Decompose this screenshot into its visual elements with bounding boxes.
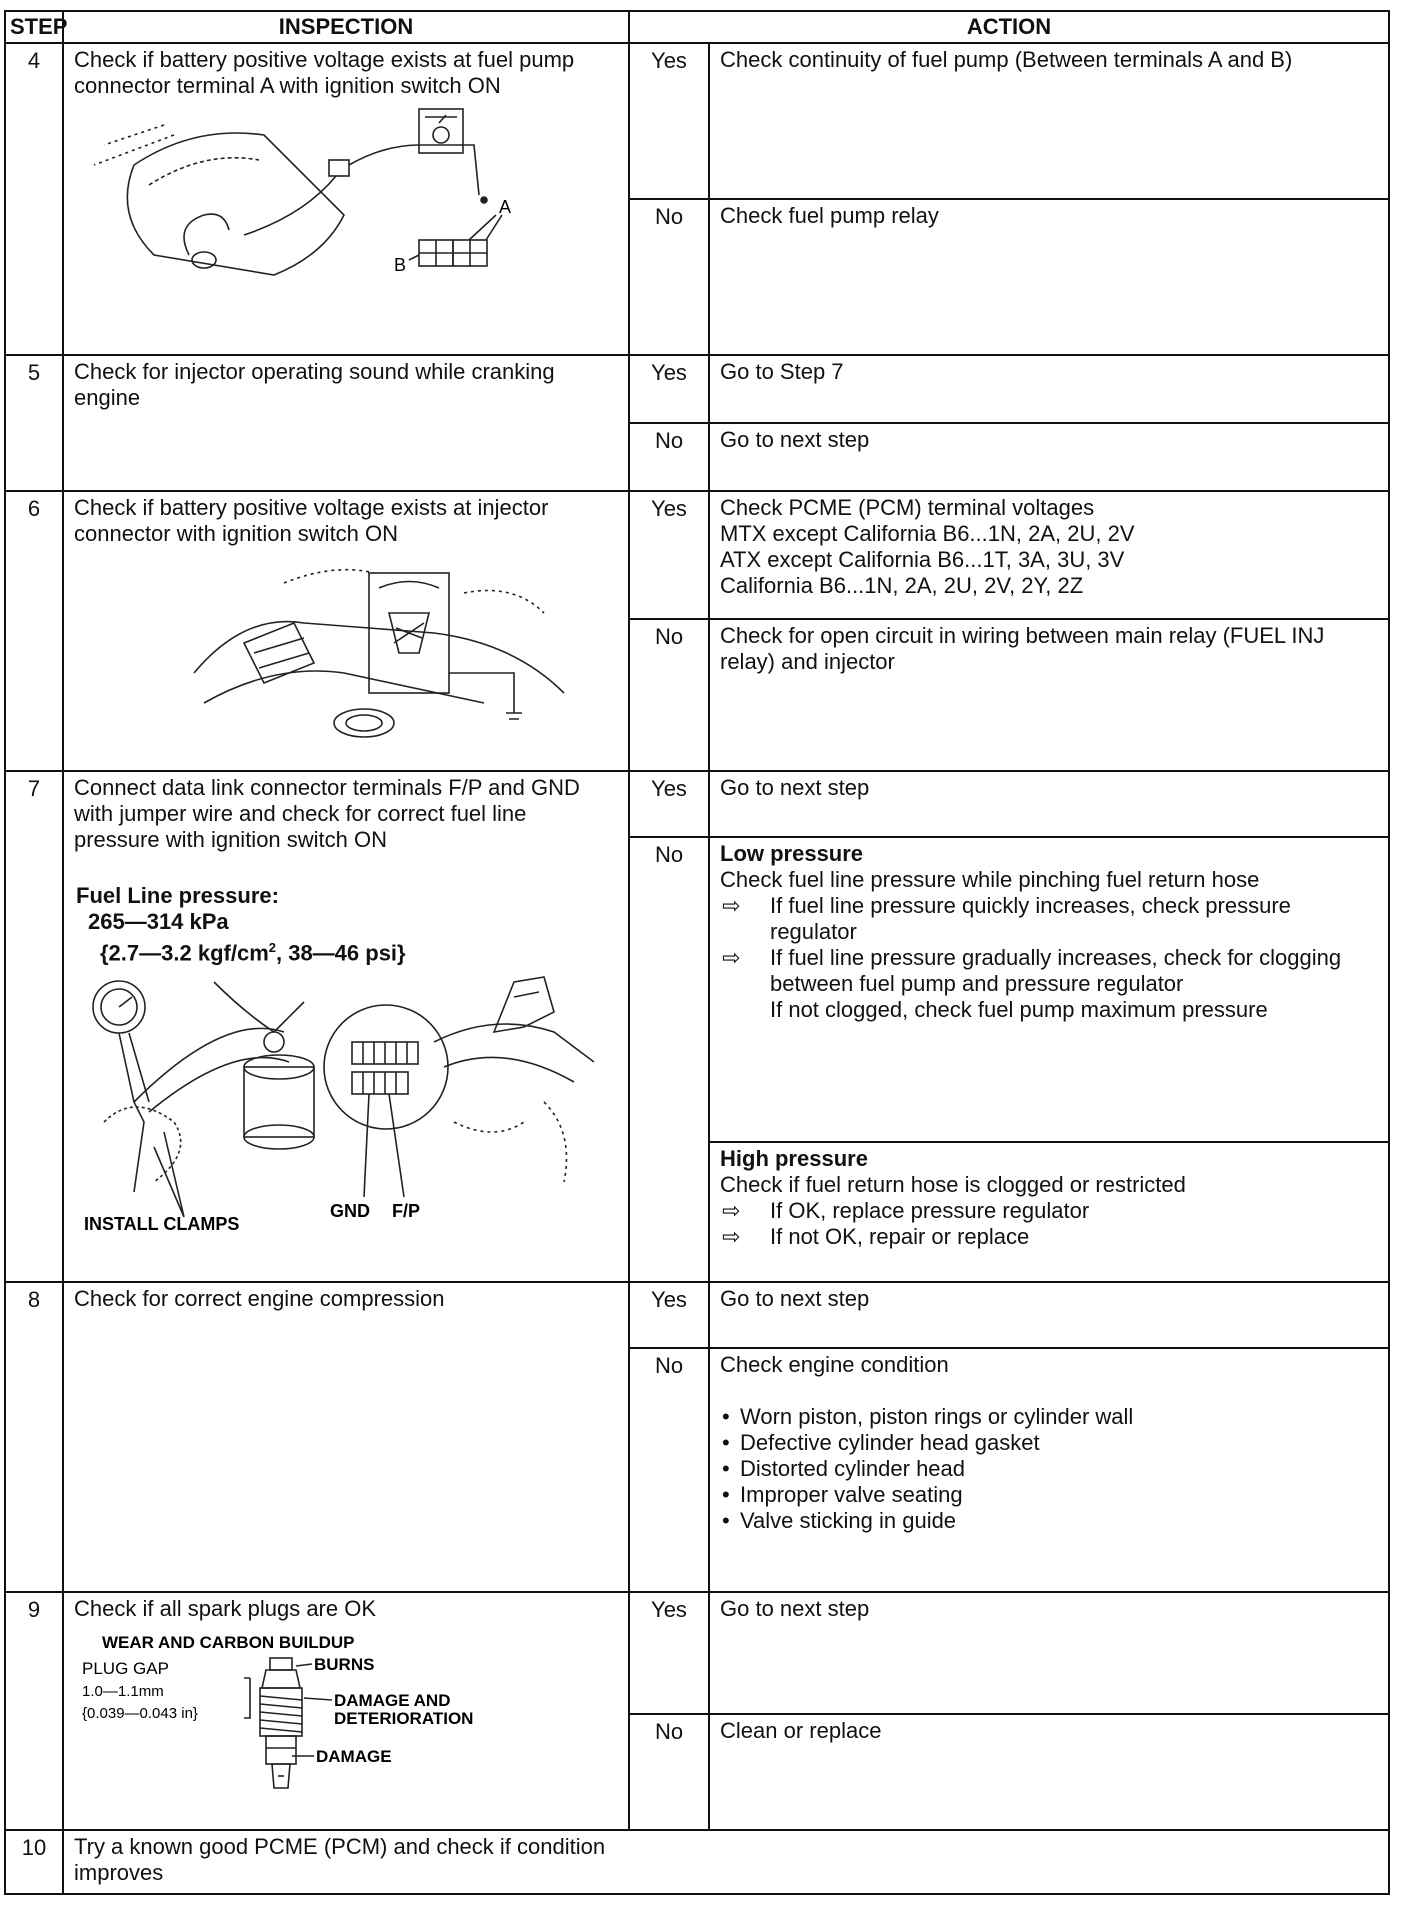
bullet-icon: • <box>722 1456 730 1481</box>
step6-inspection <box>63 491 629 771</box>
step8-yes-action: Go to next step <box>709 1282 1389 1348</box>
bullet-icon: • <box>722 1482 730 1507</box>
step10-inspection <box>63 1830 1389 1894</box>
header-inspection: INSPECTION <box>63 11 629 43</box>
step5-no-action: Go to next step <box>709 423 1389 491</box>
step8-inspection: Check for correct engine compression <box>63 1282 629 1592</box>
list-item-text: Distorted cylinder head <box>740 1456 966 1481</box>
list-item-text: Worn piston, piston rings or cylinder wall <box>740 1404 1134 1429</box>
step4-inspection <box>63 43 629 355</box>
low-item-2 <box>720 945 1378 997</box>
step8-yes-label: Yes <box>629 1282 709 1348</box>
spec-alt-post: , 38—46 psi} <box>275 940 406 966</box>
step6-yes-line3: ATX except California B6...1T, 3A, 3U, 3V <box>720 547 1125 572</box>
step7-inspection <box>63 771 629 1282</box>
high-pressure-text: Check if fuel return hose is clogged or restricted <box>720 1172 1186 1197</box>
step6-number: 6 <box>5 491 63 771</box>
arrow-icon: ⇨ <box>722 893 741 918</box>
fig-label-b: B <box>394 255 407 275</box>
fig-label-install-clamps: INSTALL CLAMPS <box>84 1214 240 1235</box>
step4-no-label: No <box>629 199 709 355</box>
step7-inspection-text: Connect data link connector terminals F/P and GND with jumper wire and check for correct fuel line pressure with ignition switch ON <box>74 775 580 852</box>
step6-yes-line2: MTX except California B6...1N, 2A, 2U, 2V <box>720 521 1135 546</box>
step10-number: 10 <box>5 1830 63 1894</box>
step5-inspection: Check for injector operating sound while cranking engine <box>63 355 629 491</box>
fuel-line-pressure-spec <box>76 883 618 966</box>
spec-title: Fuel Line pressure: <box>76 883 279 908</box>
step4-yes-label: Yes <box>629 43 709 199</box>
step4-number: 4 <box>5 43 63 355</box>
step4-yes-row <box>5 43 1389 199</box>
header-step: STEP <box>5 11 63 43</box>
header-action: ACTION <box>629 11 1389 43</box>
high-item-1 <box>720 1198 1378 1224</box>
step6-yes-label: Yes <box>629 491 709 619</box>
fig-label-burns: BURNS <box>314 1655 375 1674</box>
step7-yes-action: Go to next step <box>709 771 1389 837</box>
step5-number: 5 <box>5 355 63 491</box>
spec-value: 265—314 kPa <box>88 909 229 934</box>
step6-no-action: Check for open circuit in wiring between main relay (FUEL INJ relay) and injector <box>709 619 1389 771</box>
step7-yes-row <box>5 771 1389 837</box>
step9-no-label: No <box>629 1714 709 1830</box>
fig-label-damage-and: DAMAGE AND <box>334 1691 451 1710</box>
step9-number: 9 <box>5 1592 63 1830</box>
step7-number: 7 <box>5 771 63 1282</box>
step5-yes-row <box>5 355 1389 423</box>
step10-inspection-text: Try a known good PCME (PCM) and check if condition improves <box>74 1834 606 1885</box>
step5-yes-action: Go to Step 7 <box>709 355 1389 423</box>
list-item <box>720 1508 1378 1534</box>
step4-no-action: Check fuel pump relay <box>709 199 1389 355</box>
step7-low-pressure <box>709 837 1389 1142</box>
step7-yes-label: Yes <box>629 771 709 837</box>
step8-no-label: No <box>629 1348 709 1592</box>
list-item <box>720 1482 1378 1508</box>
low-item-1-text: If fuel line pressure quickly increases, check pressure regulator <box>770 893 1291 944</box>
fig-label-a: A <box>499 197 512 217</box>
step9-inspection-text: Check if all spark plugs are OK <box>74 1596 377 1621</box>
step7-high-pressure <box>709 1142 1389 1282</box>
fuel-pump-connector-illustration <box>74 105 544 285</box>
low-pressure-text: Check fuel line pressure while pinching fuel return hose <box>720 867 1260 892</box>
list-item <box>720 1430 1378 1456</box>
step4-yes-action: Check continuity of fuel pump (Between terminals A and B) <box>709 43 1389 199</box>
low-item-1 <box>720 893 1378 945</box>
fuel-pressure-gauge-illustration <box>74 972 614 1242</box>
fig-label-fp: F/P <box>392 1201 421 1222</box>
injector-connector-illustration <box>184 553 584 743</box>
high-item-2-text: If not OK, repair or replace <box>770 1224 1030 1249</box>
step6-yes-line1: Check PCME (PCM) terminal voltages <box>720 495 1095 520</box>
step6-yes-row <box>5 491 1389 619</box>
spark-plug-illustration <box>74 1628 514 1798</box>
step9-inspection <box>63 1592 629 1830</box>
fig-label-gap-mm: 1.0—1.1mm <box>82 1683 164 1700</box>
fig-label-gap-in: {0.039—0.043 in} <box>82 1705 198 1722</box>
step9-yes-action: Go to next step <box>709 1592 1389 1714</box>
arrow-icon: ⇨ <box>722 1224 741 1249</box>
step10-row <box>5 1830 1389 1894</box>
spec-alt-sup: 2 <box>268 940 276 955</box>
fig-label-wear: WEAR AND CARBON BUILDUP <box>102 1633 355 1652</box>
low-item-3-text: If not clogged, check fuel pump maximum pressure <box>770 997 1268 1022</box>
list-item <box>720 1404 1378 1430</box>
fig-label-gnd: GND <box>330 1201 370 1222</box>
step5-yes-label: Yes <box>629 355 709 423</box>
fig-label-deterioration: DETERIORATION <box>334 1709 474 1728</box>
spec-alt-value <box>76 935 618 966</box>
high-item-2 <box>720 1224 1378 1250</box>
arrow-icon: ⇨ <box>722 1198 741 1223</box>
bullet-icon: • <box>722 1430 730 1455</box>
high-pressure-title: High pressure <box>720 1146 868 1171</box>
step8-yes-row <box>5 1282 1389 1348</box>
fig-label-plug-gap: PLUG GAP <box>82 1659 169 1678</box>
list-item-text: Valve sticking in guide <box>740 1508 957 1533</box>
spec-alt-pre: {2.7—3.2 kgf/cm <box>100 940 269 966</box>
list-item-text: Improper valve seating <box>740 1482 963 1507</box>
step4-inspection-text: Check if battery positive voltage exists at fuel pump connector terminal A with ignition switch ON <box>74 47 575 98</box>
troubleshooting-table <box>4 10 1390 1895</box>
step8-no-text: Check engine condition <box>720 1352 949 1377</box>
step6-inspection-text: Check if battery positive voltage exists at injector connector with ignition switch ON <box>74 495 549 546</box>
step6-no-label: No <box>629 619 709 771</box>
step6-yes-line4: California B6...1N, 2A, 2U, 2V, 2Y, 2Z <box>720 573 1084 598</box>
bullet-icon: • <box>722 1404 730 1429</box>
step9-no-action: Clean or replace <box>709 1714 1389 1830</box>
list-item-text: Defective cylinder head gasket <box>740 1430 1040 1455</box>
step6-yes-action <box>709 491 1389 619</box>
step7-no-label: No <box>629 837 709 1282</box>
fig-label-damage: DAMAGE <box>316 1747 392 1766</box>
step5-no-label: No <box>629 423 709 491</box>
table-header-row <box>5 11 1389 43</box>
arrow-icon: ⇨ <box>722 945 741 970</box>
bullet-icon: • <box>722 1508 730 1533</box>
list-item <box>720 1456 1378 1482</box>
step8-number: 8 <box>5 1282 63 1592</box>
step8-no-action <box>709 1348 1389 1592</box>
high-item-1-text: If OK, replace pressure regulator <box>770 1198 1090 1223</box>
step9-yes-label: Yes <box>629 1592 709 1714</box>
low-item-2-text: If fuel line pressure gradually increases, check for clogging between fuel pump and pressure regulator <box>770 945 1342 996</box>
low-item-3 <box>720 997 1378 1023</box>
step9-yes-row <box>5 1592 1389 1714</box>
low-pressure-title: Low pressure <box>720 841 864 866</box>
